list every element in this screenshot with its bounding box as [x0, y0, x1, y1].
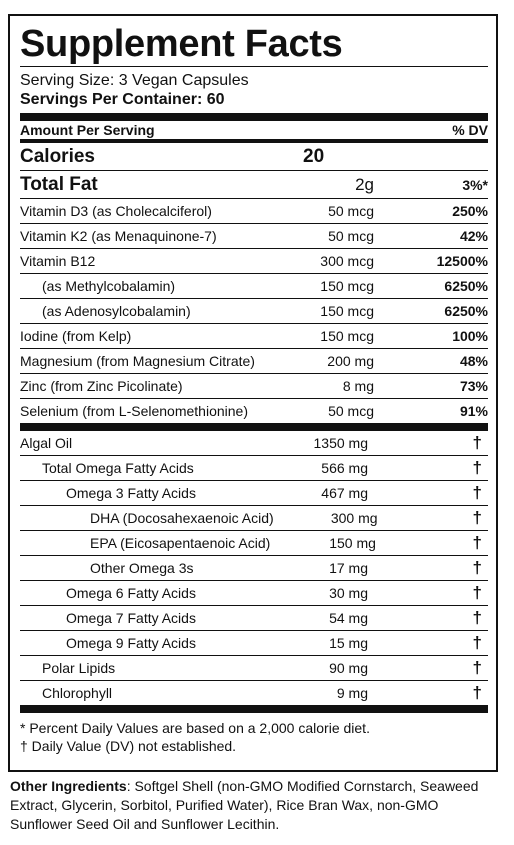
nutrient-name: Iodine (from Kelp)	[20, 328, 132, 344]
total-fat-name: Total Fat	[20, 173, 98, 195]
oil-row	[20, 681, 488, 705]
serving-size: Serving Size: 3 Vegan Capsules	[20, 72, 249, 89]
nutrient-row	[20, 249, 488, 274]
nutrient-amount: 150 mcg	[320, 303, 374, 319]
oil-amount: 1350 mg	[313, 435, 368, 451]
oil-name: EPA (Eicosapentaenoic Acid)	[90, 535, 271, 551]
other-ingredients-text: : Softgel Shell (non-GMO Modified Cornstarch, Seaweed Extract, Glycerin, Sorbitol, Purified Water), Rice Bran Wax, non-GMO Sunflower Seed Oil and Sunflower Lecithin.	[10, 778, 479, 832]
nutrient-dv: 12500%	[436, 253, 488, 269]
nutrient-dv: 6250%	[444, 303, 488, 319]
oil-dv: †	[472, 508, 482, 527]
nutrient-name: Vitamin B12	[20, 253, 96, 269]
oil-dv: †	[472, 458, 482, 477]
nutrient-amount: 50 mcg	[328, 203, 374, 219]
oil-row	[20, 431, 488, 456]
oil-amount: 300 mg	[330, 510, 378, 526]
oil-dv: †	[472, 608, 482, 627]
oil-row	[20, 531, 488, 556]
oil-name: DHA (Docosahexaenoic Acid)	[90, 510, 274, 526]
nutrient-row	[20, 399, 488, 423]
nutrient-dv: 250%	[452, 203, 488, 219]
nutrient-row	[20, 374, 488, 399]
total-fat-dv: 3%*	[462, 176, 488, 193]
nutrient-row	[20, 299, 488, 324]
nutrient-name: (as Methylcobalamin)	[42, 278, 176, 294]
oil-name: Omega 9 Fatty Acids	[66, 635, 196, 651]
nutrient-amount: 150 mcg	[320, 278, 374, 294]
nutrient-name: Magnesium (from Magnesium Citrate)	[20, 353, 255, 369]
oil-amount: 9 mg	[336, 685, 368, 701]
nutrient-amount: 50 mcg	[328, 228, 374, 244]
divider-thick	[20, 423, 488, 431]
nutrient-row	[20, 224, 488, 249]
oil-name: Chlorophyll	[42, 685, 113, 701]
oil-amount: 30 mg	[329, 585, 368, 601]
calories-name: Calories	[20, 145, 95, 167]
nutrient-name: Vitamin K2 (as Menaquinone-7)	[20, 228, 217, 244]
oil-amount: 90 mg	[329, 660, 368, 676]
nutrient-row	[20, 199, 488, 224]
total-fat-amount: 2g	[355, 174, 374, 194]
oil-dv: †	[472, 583, 482, 602]
other-ingredients-label: Other Ingredients	[10, 778, 127, 794]
oil-name: Omega 7 Fatty Acids	[66, 610, 196, 626]
oil-row	[20, 556, 488, 581]
nutrient-dv: 42%	[459, 228, 488, 244]
oil-amount: 54 mg	[329, 610, 368, 626]
nutrient-amount: 50 mcg	[328, 403, 374, 419]
nutrient-row	[20, 274, 488, 299]
nutrient-name: Vitamin D3 (as Cholecalciferol)	[20, 203, 212, 219]
oil-row	[20, 606, 488, 631]
nutrient-dv: 73%	[459, 378, 488, 394]
oil-row	[20, 581, 488, 606]
calories-amount: 20	[303, 145, 325, 167]
panel-title: Supplement Facts	[20, 23, 343, 65]
oil-dv: †	[472, 433, 482, 452]
nutrient-dv: 6250%	[444, 278, 488, 294]
oil-name: Polar Lipids	[42, 660, 116, 676]
oil-dv: †	[472, 558, 482, 577]
oil-dv: †	[472, 658, 482, 677]
oil-name: Omega 6 Fatty Acids	[66, 585, 196, 601]
amount-per-serving-label: Amount Per Serving	[20, 122, 155, 138]
nutrient-dv: 91%	[459, 403, 488, 419]
other-ingredients	[10, 777, 500, 834]
supplement-facts-panel	[8, 14, 498, 772]
total-fat-row	[20, 171, 488, 199]
dv-label: % DV	[452, 122, 488, 138]
oil-amount: 566 mg	[321, 460, 368, 476]
nutrient-amount: 150 mcg	[320, 328, 374, 344]
oil-row	[20, 631, 488, 656]
oil-amount: 150 mg	[329, 535, 376, 551]
divider-thick	[20, 705, 488, 713]
oil-row	[20, 481, 488, 506]
percent-dv-footnote: * Percent Daily Values are based on a 2,000 calorie diet.	[20, 720, 370, 736]
serving-info	[20, 67, 488, 109]
oil-amount: 15 mg	[329, 635, 368, 651]
nutrient-name: Selenium (from L-Selenomethionine)	[20, 403, 248, 419]
servings-per-container: Servings Per Container: 60	[20, 91, 225, 108]
nutrient-amount: 300 mcg	[320, 253, 374, 269]
column-header	[20, 121, 488, 139]
nutrient-name: Zinc (from Zinc Picolinate)	[20, 378, 183, 394]
nutrient-dv: 100%	[452, 328, 488, 344]
oil-dv: †	[472, 683, 482, 702]
nutrient-row	[20, 324, 488, 349]
nutrient-row	[20, 349, 488, 374]
oil-amount: 17 mg	[329, 560, 368, 576]
oil-dv: †	[472, 633, 482, 652]
oil-amount: 467 mg	[321, 485, 368, 501]
divider-thick	[20, 113, 488, 121]
oil-row	[20, 506, 488, 531]
dagger-footnote: † Daily Value (DV) not established.	[20, 738, 237, 754]
nutrient-dv: 48%	[459, 353, 488, 369]
oil-name: Algal Oil	[20, 435, 73, 451]
calories-row	[20, 143, 488, 171]
oil-dv: †	[472, 533, 482, 552]
oil-name: Omega 3 Fatty Acids	[66, 485, 196, 501]
nutrient-amount: 200 mg	[327, 353, 374, 369]
nutrient-name: (as Adenosylcobalamin)	[42, 303, 191, 319]
oil-dv: †	[472, 483, 482, 502]
nutrient-amount: 8 mg	[342, 378, 374, 394]
oil-row	[20, 656, 488, 681]
oil-row	[20, 456, 488, 481]
footnotes	[20, 713, 488, 755]
oil-name: Total Omega Fatty Acids	[42, 460, 194, 476]
oil-name: Other Omega 3s	[90, 560, 194, 576]
